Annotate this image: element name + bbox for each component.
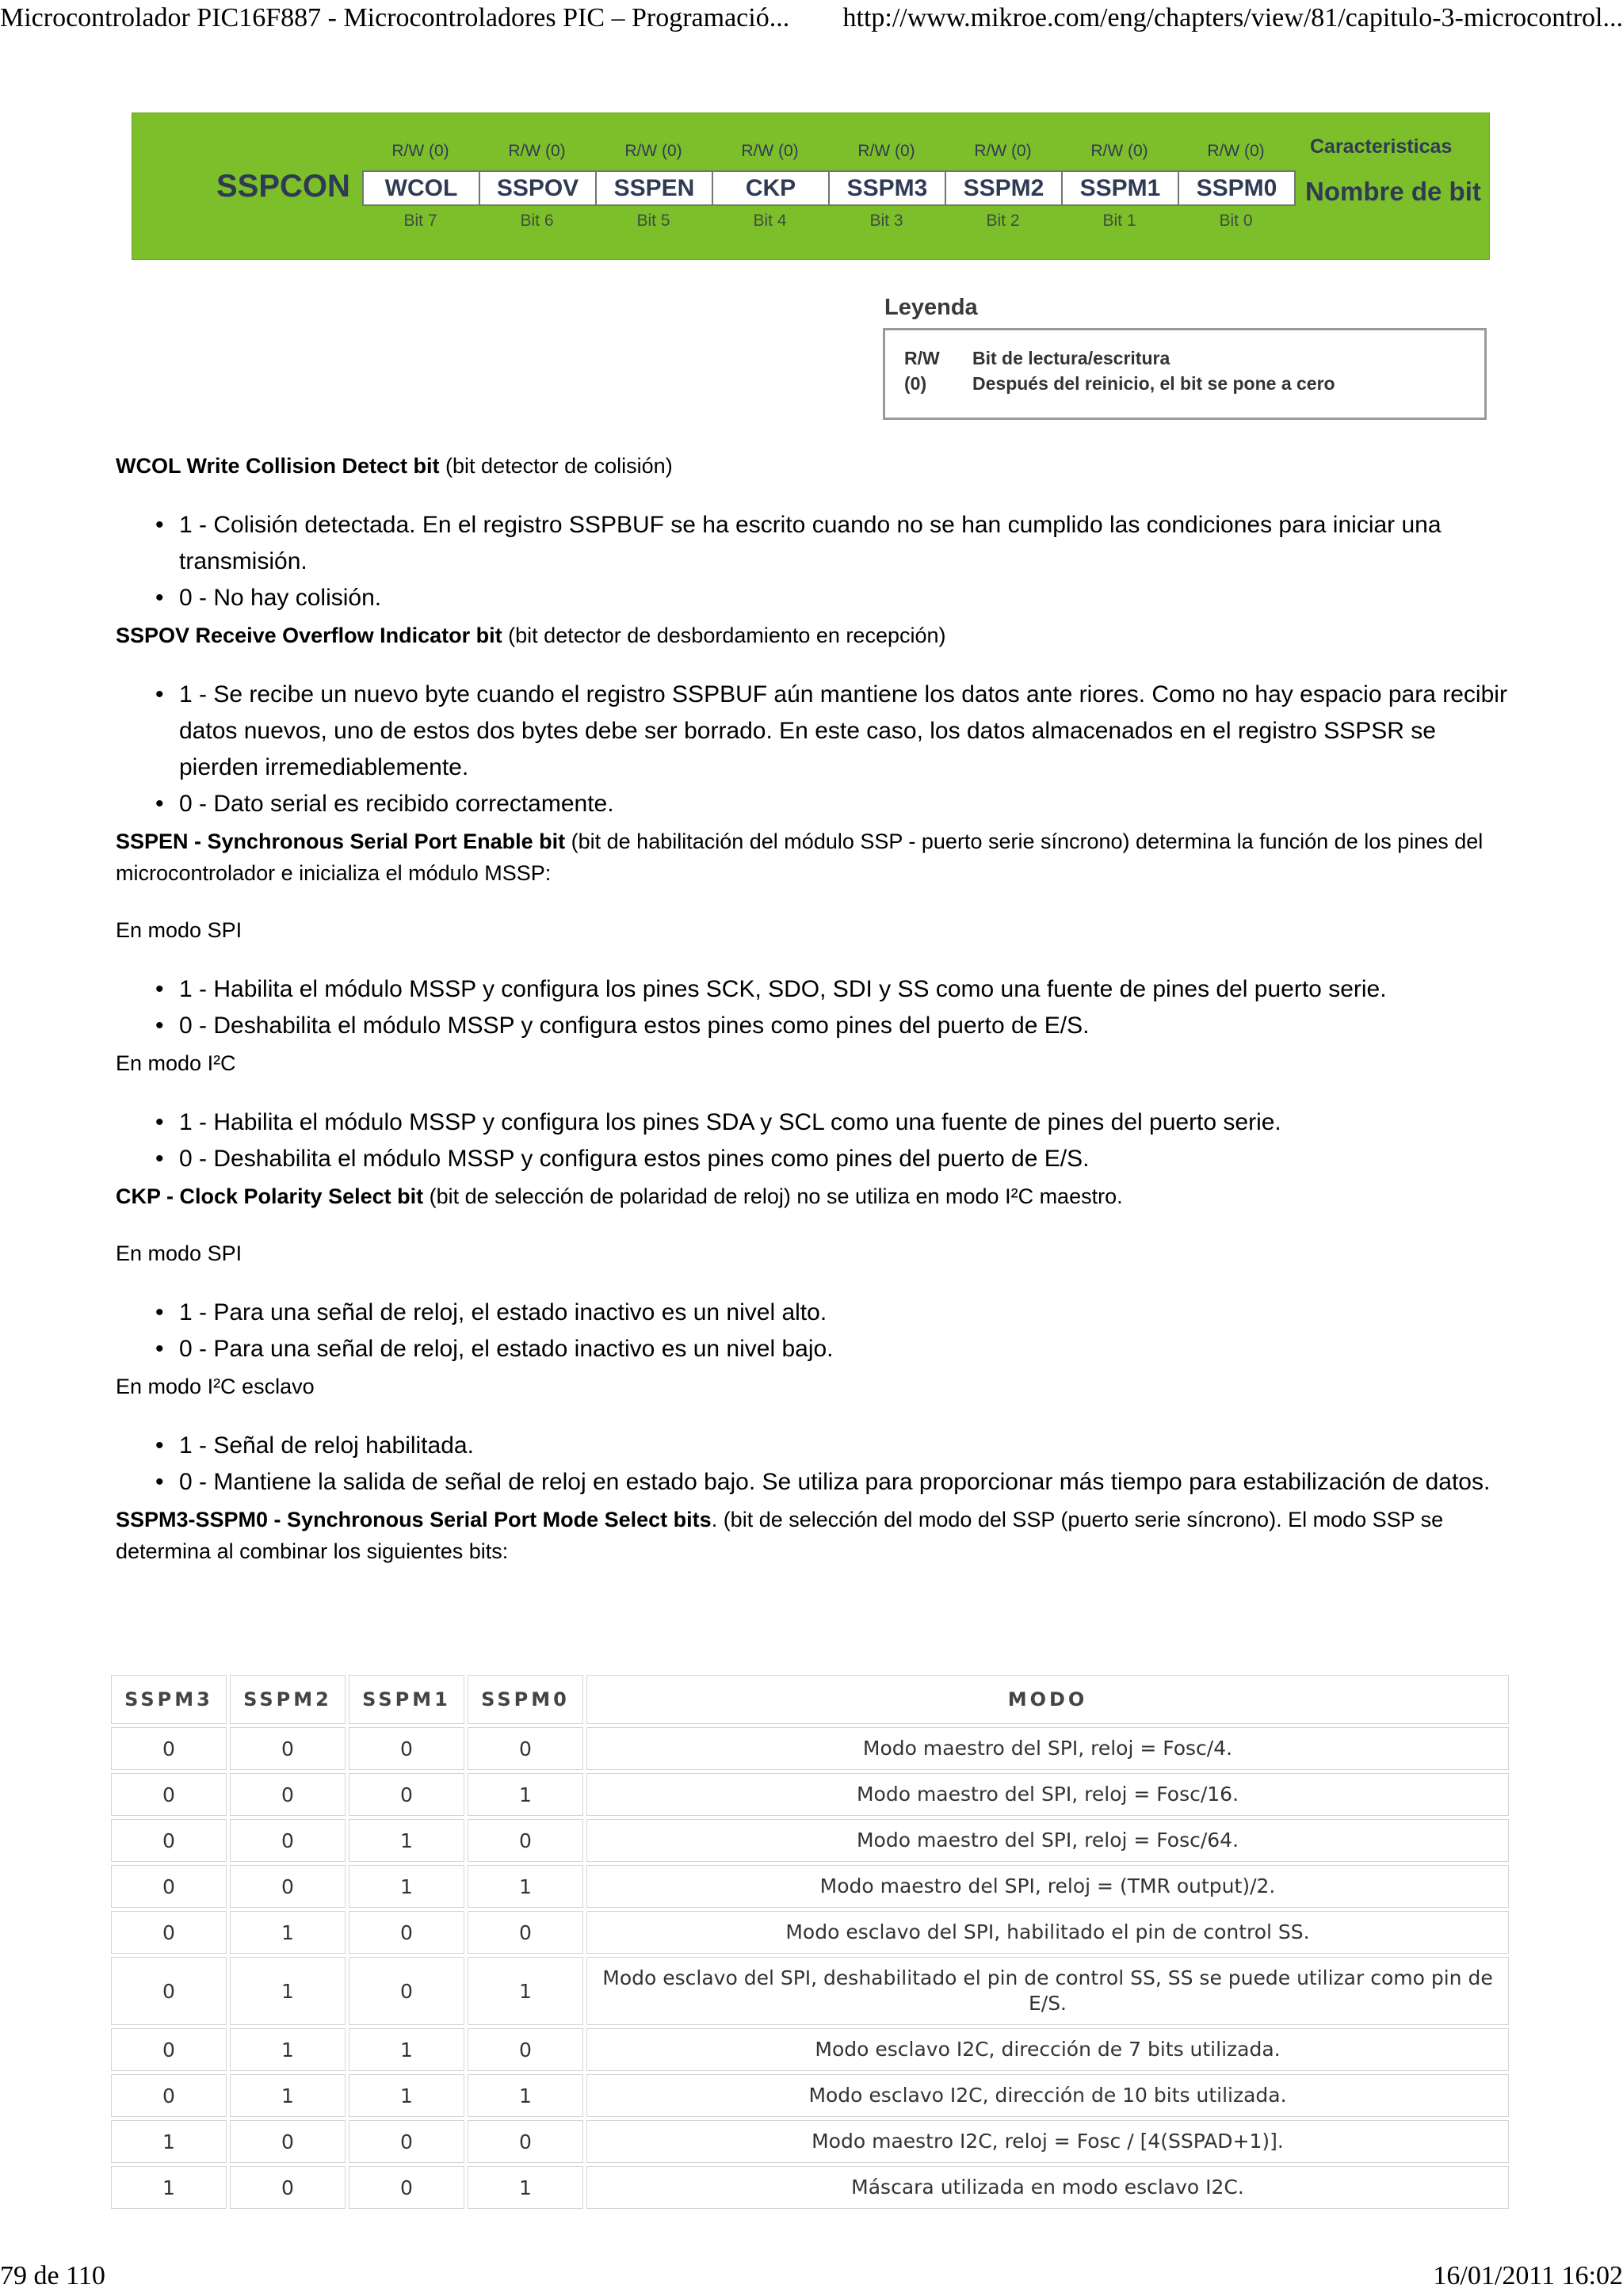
- list-item: • 0 - Mantiene la salida de señal de reloj en estado bajo. Se utiliza para proporcionar más tiempo para estabilización de datos.: [179, 1464, 1510, 1501]
- table-row: [111, 2074, 1509, 2117]
- ckp-spi-label: En modo SPI: [116, 1241, 242, 1265]
- bit-name-label: Nombre de bit: [1305, 177, 1481, 206]
- list-item: • 1 - Habilita el módulo MSSP y configura los pines SCK, SDO, SDI y SS como una fuente de pines del puerto serie.: [179, 971, 1510, 1008]
- column-header: SSPM0: [468, 1675, 583, 1724]
- bit-number: Bit 6: [520, 212, 554, 230]
- bit-number: Bit 5: [636, 212, 670, 230]
- legend-row: [904, 373, 1335, 395]
- list-item: • 0 - No hay colisión.: [179, 580, 1510, 616]
- register-bit-6: [479, 113, 595, 259]
- bit-name: SSPOV: [479, 170, 597, 206]
- table-row: [111, 1727, 1509, 1770]
- sspm-heading: [116, 1504, 1510, 1567]
- bit-number: Bit 7: [403, 212, 437, 230]
- sspen-heading: [116, 826, 1510, 889]
- sspen-i2c-label: En modo I²C: [116, 1051, 236, 1075]
- table-cell-mode: Modo maestro del SPI, reloj = (TMR output)/2.: [586, 1865, 1509, 1908]
- table-cell: 0: [111, 1773, 227, 1816]
- table-cell: 0: [230, 1727, 346, 1770]
- table-cell-mode: Modo esclavo del SPI, deshabilitado el pin de control SS, SS se puede utilizar como pin de E/S.: [586, 1957, 1509, 2025]
- table-cell-mode: Modo esclavo del SPI, habilitado el pin de control SS.: [586, 1911, 1509, 1954]
- table-cell: 0: [111, 1727, 227, 1770]
- table-row: [111, 1773, 1509, 1816]
- bit-number: Bit 4: [753, 212, 787, 230]
- legend-desc: Bit de lectura/escritura: [972, 348, 1170, 368]
- table-cell-mode: Modo esclavo I2C, dirección de 7 bits utilizada.: [586, 2028, 1509, 2071]
- bit-rw-label: R/W (0): [857, 142, 915, 160]
- wcol-title: WCOL Write Collision Detect bit: [116, 454, 440, 478]
- table-header-row: [111, 1675, 1509, 1724]
- legend-title: Leyenda: [884, 295, 978, 320]
- table-cell: 0: [349, 2120, 464, 2163]
- table-cell: 1: [468, 1773, 583, 1816]
- bit-name: CKP: [712, 170, 830, 206]
- register-bit-2: [945, 113, 1061, 259]
- print-footer-datetime: 16/01/2011 16:02: [1433, 2261, 1623, 2290]
- table-cell: 1: [468, 2074, 583, 2117]
- table-cell: 0: [111, 1911, 227, 1954]
- list-item: • 1 - Para una señal de reloj, el estado inactivo es un nivel alto.: [179, 1295, 1510, 1331]
- table-cell-mode: Máscara utilizada en modo esclavo I2C.: [586, 2166, 1509, 2209]
- table-cell: 1: [230, 1911, 346, 1954]
- bit-rw-label: R/W (0): [508, 142, 566, 160]
- sspm-title: SSPM3-SSPM0 - Synchronous Serial Port Mode Select bits: [116, 1508, 712, 1531]
- table-cell: 0: [468, 1727, 583, 1770]
- table-cell: 1: [468, 1865, 583, 1908]
- table-cell: 0: [111, 2074, 227, 2117]
- table-cell: 1: [230, 2028, 346, 2071]
- characteristics-label: Caracteristicas: [1310, 135, 1453, 158]
- bit-rw-label: R/W (0): [974, 142, 1032, 160]
- sspov-list: [116, 677, 1510, 822]
- print-footer-page: 79 de 110: [0, 2261, 105, 2290]
- table-cell-mode: Modo maestro I2C, reloj = Fosc / [4(SSPAD+1)].: [586, 2120, 1509, 2163]
- sspov-heading: [116, 620, 1510, 651]
- table-cell: 1: [468, 2166, 583, 2209]
- sspen-i2c-list: [116, 1104, 1510, 1177]
- table-cell: 0: [468, 2028, 583, 2071]
- table-cell: 1: [349, 1865, 464, 1908]
- bit-number: Bit 3: [869, 212, 903, 230]
- sspen-spi-label: En modo SPI: [116, 918, 242, 942]
- bit-name: SSPM2: [945, 170, 1063, 206]
- bit-name: SSPM1: [1061, 170, 1179, 206]
- mode-table: [108, 1672, 1512, 2212]
- table-row: [111, 2028, 1509, 2071]
- sspen-spi-list: [116, 971, 1510, 1044]
- table-cell: 0: [111, 2028, 227, 2071]
- bit-name: WCOL: [362, 170, 480, 206]
- bit-name: SSPM3: [828, 170, 946, 206]
- register-bit-0: [1178, 113, 1294, 259]
- list-item: • 1 - Habilita el módulo MSSP y configura los pines SDA y SCL como una fuente de pines del puerto serie.: [179, 1104, 1510, 1141]
- table-cell: 1: [349, 1819, 464, 1862]
- bit-rw-label: R/W (0): [391, 142, 449, 160]
- bit-name: SSPEN: [595, 170, 713, 206]
- legend-key: (0): [904, 373, 927, 394]
- column-header: SSPM3: [111, 1675, 227, 1724]
- register-diagram: [132, 113, 1490, 260]
- bit-name: SSPM0: [1178, 170, 1296, 206]
- table-cell: 0: [230, 1773, 346, 1816]
- table-cell: 1: [349, 2028, 464, 2071]
- table-cell: 0: [230, 1819, 346, 1862]
- table-cell: 0: [230, 2166, 346, 2209]
- table-cell: 1: [468, 1957, 583, 2025]
- table-cell: 0: [111, 1865, 227, 1908]
- sspov-desc: (bit detector de desbordamiento en recepción): [508, 624, 946, 647]
- list-item: • 1 - Se recibe un nuevo byte cuando el registro SSPBUF aún mantiene los datos ante riores. Como no hay espacio para recibir datos nuevos, uno de estos dos bytes debe ser borrado. En este caso, los datos almacenados en el registro SSPSR se pierden irremediablemente.: [179, 677, 1510, 786]
- register-bit-3: [828, 113, 945, 259]
- table-row: [111, 1865, 1509, 1908]
- sspov-title: SSPOV Receive Overflow Indicator bit: [116, 624, 502, 647]
- table-cell: 0: [468, 2120, 583, 2163]
- sspen-title: SSPEN - Synchronous Serial Port Enable bit: [116, 830, 566, 853]
- print-header-title: Microcontrolador PIC16F887 - Microcontroladores PIC – Programació...: [0, 3, 790, 32]
- table-row: [111, 2120, 1509, 2163]
- table-row: [111, 1911, 1509, 1954]
- list-item: • 0 - Para una señal de reloj, el estado inactivo es un nivel bajo.: [179, 1331, 1510, 1367]
- table-cell: 0: [349, 1773, 464, 1816]
- legend-row: [904, 348, 1170, 369]
- ckp-i2c-label: En modo I²C esclavo: [116, 1375, 315, 1398]
- table-cell: 1: [111, 2120, 227, 2163]
- ckp-i2c-list: [116, 1428, 1510, 1501]
- table-cell: 0: [111, 1819, 227, 1862]
- sspen-desc: (bit de habilitación del módulo SSP - puerto serie síncrono) determina la función de los pines del microcontrolador e inicializa el módulo MSSP:: [116, 830, 1484, 885]
- column-header: MODO: [586, 1675, 1509, 1724]
- register-name: SSPCON: [216, 169, 350, 204]
- list-item: • 0 - Deshabilita el módulo MSSP y configura estos pines como pines del puerto de E/S.: [179, 1008, 1510, 1044]
- table-cell-mode: Modo maestro del SPI, reloj = Fosc/64.: [586, 1819, 1509, 1862]
- bit-number: Bit 2: [986, 212, 1020, 230]
- bit-number: Bit 0: [1219, 212, 1253, 230]
- register-bit-7: [362, 113, 479, 259]
- table-cell: 1: [230, 2074, 346, 2117]
- list-item: • 1 - Señal de reloj habilitada.: [179, 1428, 1510, 1464]
- table-cell: 0: [230, 2120, 346, 2163]
- table-cell: 1: [230, 1957, 346, 2025]
- table-row: [111, 2166, 1509, 2209]
- table-cell: 0: [230, 1865, 346, 1908]
- list-item: • 0 - Deshabilita el módulo MSSP y configura estos pines como pines del puerto de E/S.: [179, 1141, 1510, 1177]
- column-header: SSPM2: [230, 1675, 346, 1724]
- ckp-spi-list: [116, 1295, 1510, 1367]
- list-item: • 0 - Dato serial es recibido correctamente.: [179, 786, 1510, 822]
- legend-box: [883, 328, 1487, 420]
- bit-number: Bit 1: [1102, 212, 1136, 230]
- bit-rw-label: R/W (0): [1207, 142, 1265, 160]
- table-row: [111, 1819, 1509, 1862]
- table-cell: 1: [349, 2074, 464, 2117]
- wcol-desc: (bit detector de colisión): [445, 454, 673, 478]
- legend-desc: Después del reinicio, el bit se pone a cero: [972, 373, 1335, 394]
- wcol-list: [116, 507, 1510, 616]
- table-cell: 0: [468, 1911, 583, 1954]
- table-cell-mode: Modo maestro del SPI, reloj = Fosc/4.: [586, 1727, 1509, 1770]
- bit-rw-label: R/W (0): [1090, 142, 1148, 160]
- bit-rw-label: R/W (0): [624, 142, 682, 160]
- table-cell: 0: [349, 2166, 464, 2209]
- table-cell: 0: [111, 1957, 227, 2025]
- ckp-title: CKP - Clock Polarity Select bit: [116, 1184, 424, 1208]
- table-cell-mode: Modo maestro del SPI, reloj = Fosc/16.: [586, 1773, 1509, 1816]
- table-cell: 0: [349, 1957, 464, 2025]
- column-header: SSPM1: [349, 1675, 464, 1724]
- ckp-heading: [116, 1180, 1510, 1212]
- table-cell: 0: [468, 1819, 583, 1862]
- register-bit-1: [1061, 113, 1178, 259]
- table-cell: 0: [349, 1727, 464, 1770]
- ckp-desc: (bit de selección de polaridad de reloj) no se utiliza en modo I²C maestro.: [429, 1184, 1123, 1208]
- sspm-desc: . (bit de selección del modo del SSP (puerto serie síncrono). El modo SSP se determina al combinar los siguientes bits:: [116, 1508, 1444, 1563]
- legend-key: R/W: [904, 348, 940, 368]
- list-item: • 1 - Colisión detectada. En el registro SSPBUF se ha escrito cuando no se han cumplido las condiciones para iniciar una transmisión.: [179, 507, 1510, 580]
- table-cell: 1: [111, 2166, 227, 2209]
- table-cell-mode: Modo esclavo I2C, dirección de 10 bits utilizada.: [586, 2074, 1509, 2117]
- table-row: [111, 1957, 1509, 2025]
- print-header-url: http://www.mikroe.com/eng/chapters/view/81/capitulo-3-microcontrol...: [842, 3, 1623, 32]
- register-bit-5: [595, 113, 712, 259]
- table-cell: 0: [349, 1911, 464, 1954]
- article-body: [116, 450, 1510, 1592]
- bit-rw-label: R/W (0): [741, 142, 799, 160]
- wcol-heading: [116, 450, 1510, 482]
- register-bit-4: [712, 113, 828, 259]
